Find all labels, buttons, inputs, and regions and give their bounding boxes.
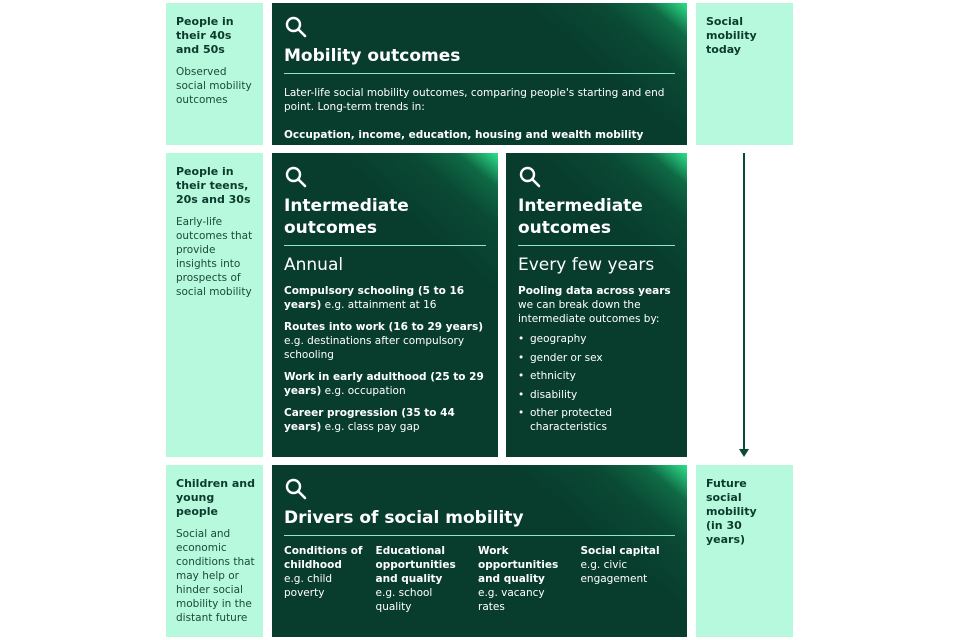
- item-bold: Work in early adulthood (25 to 29 years): [284, 371, 484, 397]
- label-title: People in their 40s and 50s: [176, 15, 234, 56]
- label-40s-50s: [166, 3, 263, 145]
- label-desc: Observed social mobility outcomes: [176, 66, 252, 106]
- bullet-text: ethnicity: [530, 370, 576, 382]
- item-text: e.g. destinations after compulsory schooling: [284, 335, 465, 361]
- driver-title: Social capital: [580, 545, 660, 557]
- item-bold: Routes into work (16 to 29 years): [284, 321, 484, 333]
- drivers-panel: [272, 465, 687, 637]
- drivers-columns: [284, 544, 675, 614]
- driver-title: Educational opportunities and quality: [375, 545, 456, 585]
- label-title: Future social mobility (in 30 years): [706, 477, 757, 546]
- divider: [518, 245, 675, 246]
- panel-title: Mobility outcomes: [284, 46, 461, 66]
- mobility-outcomes-panel: [272, 3, 687, 145]
- driver-column: [284, 544, 376, 614]
- driver-title: Work opportunities and quality: [478, 545, 559, 585]
- search-icon: [284, 15, 308, 39]
- panel-emphasis: Occupation, income, education, housing and wealth mobility: [284, 129, 644, 141]
- list-item: [284, 370, 486, 398]
- driver-example: e.g. school quality: [375, 587, 433, 613]
- driver-title: Conditions of childhood: [284, 545, 363, 571]
- list-item: • geography: [518, 333, 587, 345]
- divider: [284, 245, 486, 246]
- arrow-down-icon: [739, 449, 749, 457]
- list-item: • gender or sex: [518, 351, 603, 364]
- driver-column: [376, 544, 478, 614]
- label-desc: Social and economic conditions that may help or hinder social mobility in the distant future: [176, 528, 255, 624]
- frequency-label: Every few years: [518, 255, 655, 275]
- bullet-text: disability: [530, 388, 578, 401]
- driver-example: e.g. civic engagement: [580, 559, 648, 585]
- timeline-arrow: [743, 153, 745, 449]
- divider: [284, 535, 675, 536]
- item-text: e.g. attainment at 16: [321, 299, 437, 311]
- panel-title: Drivers of social mobility: [284, 508, 524, 528]
- label-future-social-mobility: [696, 465, 793, 637]
- search-icon: [518, 165, 542, 189]
- label-social-mobility-today: [696, 3, 793, 145]
- item-bold: Career progression (35 to 44 years): [284, 407, 455, 433]
- frequency-label: Annual: [284, 255, 344, 275]
- panel-title: Intermediate outcomes: [518, 196, 643, 238]
- bullet-text: gender or sex: [530, 351, 603, 364]
- list-item: • other protected characteristics: [518, 406, 675, 434]
- divider: [284, 73, 675, 74]
- intermediate-few-years-panel: [506, 153, 687, 457]
- intermediate-annual-panel: [272, 153, 498, 457]
- label-title: Children and young people: [176, 477, 255, 518]
- label-title: Social mobility today: [706, 15, 757, 56]
- driver-example: e.g. child poverty: [284, 573, 333, 599]
- list-item: • ethnicity: [518, 370, 576, 382]
- intro-bold: Pooling data across years: [518, 285, 671, 297]
- list-item: • disability: [518, 388, 578, 401]
- characteristics-list: [518, 332, 675, 434]
- label-teens-20s-30s: [166, 153, 263, 457]
- list-item: [284, 320, 486, 362]
- list-item: [284, 284, 486, 312]
- item-text: e.g. class pay gap: [321, 421, 420, 433]
- driver-column: [478, 544, 580, 614]
- search-icon: [284, 165, 308, 189]
- bullet-text: other protected characteristics: [530, 407, 613, 433]
- label-children-young-people: [166, 465, 263, 637]
- bullet-text: geography: [530, 333, 587, 345]
- driver-column: [580, 544, 675, 614]
- panel-title: Intermediate outcomes: [284, 196, 409, 238]
- intro-text: we can break down the intermediate outcomes by:: [518, 299, 660, 325]
- search-icon: [284, 477, 308, 501]
- item-bold: Compulsory schooling (5 to 16 years): [284, 285, 465, 311]
- pooling-intro: [518, 284, 675, 326]
- driver-example: e.g. vacancy rates: [478, 587, 545, 613]
- label-desc: Early-life outcomes that provide insights into prospects of social mobility: [176, 216, 253, 298]
- list-item: [284, 406, 486, 434]
- item-text: e.g. occupation: [321, 385, 406, 397]
- panel-desc: Later-life social mobility outcomes, comparing people's starting and end point. Long-term trends in:: [284, 87, 665, 113]
- label-title: People in their teens, 20s and 30s: [176, 165, 251, 206]
